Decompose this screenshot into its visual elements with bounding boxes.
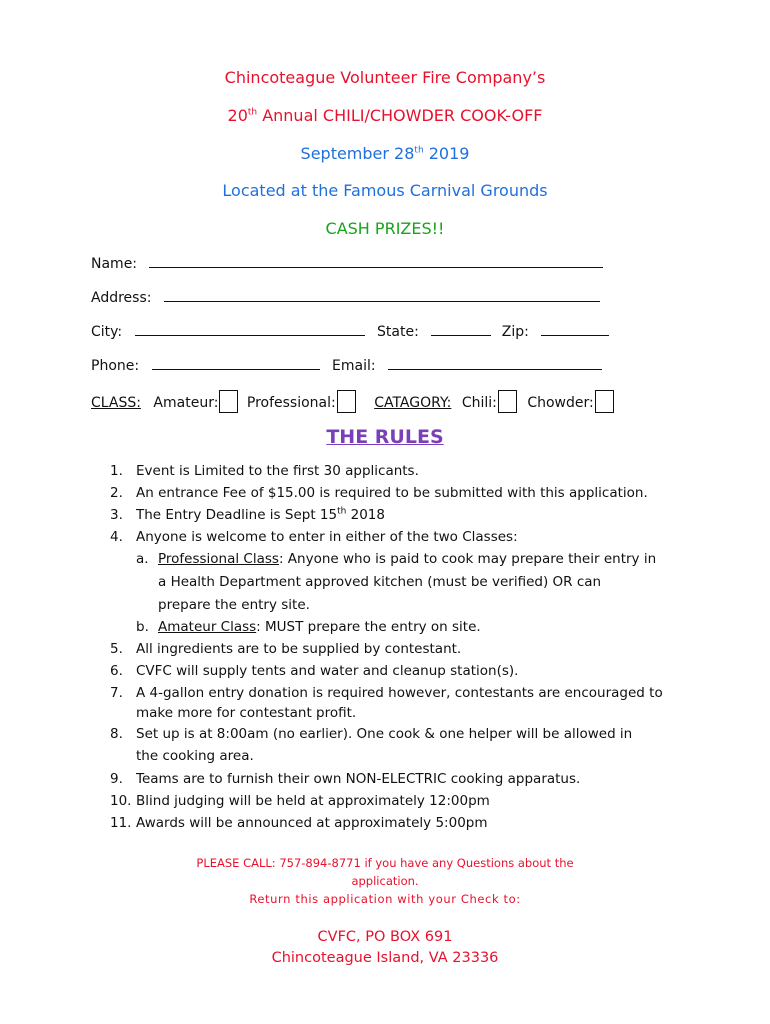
professional-label: Professional: [246, 395, 336, 411]
state-label: State: [377, 324, 419, 340]
rule-sub-letter: b. [136, 619, 149, 635]
phone-label: Phone: [91, 358, 140, 374]
event-organizer-heading: Chincoteague Volunteer Fire Company’s [224, 68, 546, 87]
anniversary-number: 20 [227, 106, 248, 125]
chili-label: Chili: [461, 395, 497, 411]
rule-subitem-continuation [110, 574, 710, 597]
rule-item [110, 793, 710, 815]
name-label: Name: [91, 256, 138, 272]
rule-text: Awards will be announced at approximately 5:00pm [136, 815, 488, 831]
phone-email-row [91, 357, 602, 375]
chili-checkbox[interactable] [498, 390, 517, 413]
rule-subitem-amateur [110, 619, 710, 641]
category-label: CATAGORY: [374, 395, 452, 411]
rule-number: 6. [110, 663, 123, 679]
rule-subitem-professional [110, 551, 710, 574]
name-row [91, 255, 603, 273]
name-field[interactable] [149, 255, 603, 268]
rule-item [110, 529, 710, 551]
deadline-year: 2018 [346, 507, 385, 523]
rule-number: 1. [110, 463, 123, 479]
rule-text: CVFC will supply tents and water and cleanup station(s). [136, 663, 519, 679]
rule-item [110, 641, 710, 663]
phone-field[interactable] [152, 357, 320, 370]
cash-prizes-banner: CASH PRIZES!! [325, 219, 445, 238]
rule-text: make more for contestant profit. [136, 705, 357, 721]
rule-text: a Health Department approved kitchen (must be verified) OR can [158, 574, 602, 590]
professional-checkbox[interactable] [337, 390, 356, 413]
rule-text: Blind judging will be held at approximately 12:00pm [136, 793, 490, 809]
rule-item [110, 685, 710, 705]
rule-item [110, 507, 710, 529]
rule-item [110, 485, 710, 507]
rule-text: All ingredients are to be supplied by contestant. [136, 641, 462, 657]
city-state-zip-row [91, 323, 609, 341]
ordinal-suffix: th [247, 107, 258, 118]
class-label: CLASS: [91, 395, 141, 411]
rule-text: : MUST prepare the entry on site. [256, 619, 481, 635]
rule-item [110, 663, 710, 685]
state-field[interactable] [431, 323, 491, 336]
rule-number: 8. [110, 726, 123, 742]
chowder-label: Chowder: [527, 395, 594, 411]
date-ordinal-suffix: th [414, 145, 424, 156]
professional-class-term: Professional Class [158, 551, 279, 567]
city-label: City: [91, 324, 123, 340]
contact-phone-line: PLEASE CALL: 757-894-8771 if you have any Questions about the [196, 856, 574, 870]
rule-text: Anyone is welcome to enter in either of the two Classes: [136, 529, 518, 545]
city-field[interactable] [135, 323, 365, 336]
rules-list [110, 463, 710, 837]
rule-text: prepare the entry site. [158, 597, 310, 613]
rule-number: 9. [110, 771, 123, 787]
address-row [91, 289, 600, 307]
return-instructions: Return this application with your Check to: [249, 892, 521, 906]
rule-number: 3. [110, 507, 123, 523]
rule-item [110, 463, 710, 485]
mailing-address-line2: Chincoteague Island, VA 23336 [271, 950, 499, 966]
event-location: Located at the Famous Carnival Grounds [222, 181, 548, 200]
amateur-label: Amateur: [153, 395, 219, 411]
zip-label: Zip: [501, 324, 529, 340]
amateur-checkbox[interactable] [219, 390, 238, 413]
rule-item [110, 726, 710, 748]
rule-text: the cooking area. [136, 748, 254, 764]
mailing-address-line1: CVFC, PO BOX 691 [317, 929, 453, 945]
deadline-ordinal-suffix: th [337, 506, 347, 517]
rules-title: THE RULES [326, 426, 444, 448]
rule-text: A 4-gallon entry donation is required however, contestants are encouraged to [136, 685, 663, 701]
email-label: Email: [332, 358, 376, 374]
event-date [0, 144, 770, 164]
rule-item [110, 771, 710, 793]
rule-continuation [110, 705, 710, 726]
rule-number: 11. [110, 815, 132, 831]
rule-number: 2. [110, 485, 123, 501]
email-field[interactable] [388, 357, 602, 370]
event-name: Annual CHILI/CHOWDER COOK-OFF [257, 106, 543, 125]
event-year: 2019 [423, 144, 470, 163]
address-label: Address: [91, 290, 152, 306]
rule-text: Set up is at 8:00am (no earlier). One cook & one helper will be allowed in [136, 726, 633, 742]
rule-item [110, 815, 710, 837]
event-date-main: September 28 [300, 144, 415, 163]
rule-number: 10. [110, 793, 132, 809]
rule-text: Event is Limited to the first 30 applicants. [136, 463, 419, 479]
rule-subitem-continuation [110, 597, 710, 619]
rule-text: The Entry Deadline is Sept 15 [136, 507, 338, 523]
event-title [0, 106, 770, 126]
rule-sub-letter: a. [136, 551, 149, 567]
amateur-class-term: Amateur Class [158, 619, 257, 635]
rule-number: 5. [110, 641, 123, 657]
chowder-checkbox[interactable] [595, 390, 614, 413]
rule-text: Teams are to furnish their own NON-ELECTRIC cooking apparatus. [136, 771, 581, 787]
rule-text: : Anyone who is paid to cook may prepare their entry in [278, 551, 657, 567]
rule-number: 7. [110, 685, 123, 701]
rule-text: An entrance Fee of $15.00 is required to be submitted with this application. [136, 485, 648, 501]
zip-field[interactable] [541, 323, 609, 336]
address-field[interactable] [164, 289, 600, 302]
contact-phone-line-continued: application. [351, 874, 419, 888]
rule-number: 4. [110, 529, 123, 545]
rule-continuation [110, 748, 710, 771]
class-category-row [91, 390, 616, 413]
